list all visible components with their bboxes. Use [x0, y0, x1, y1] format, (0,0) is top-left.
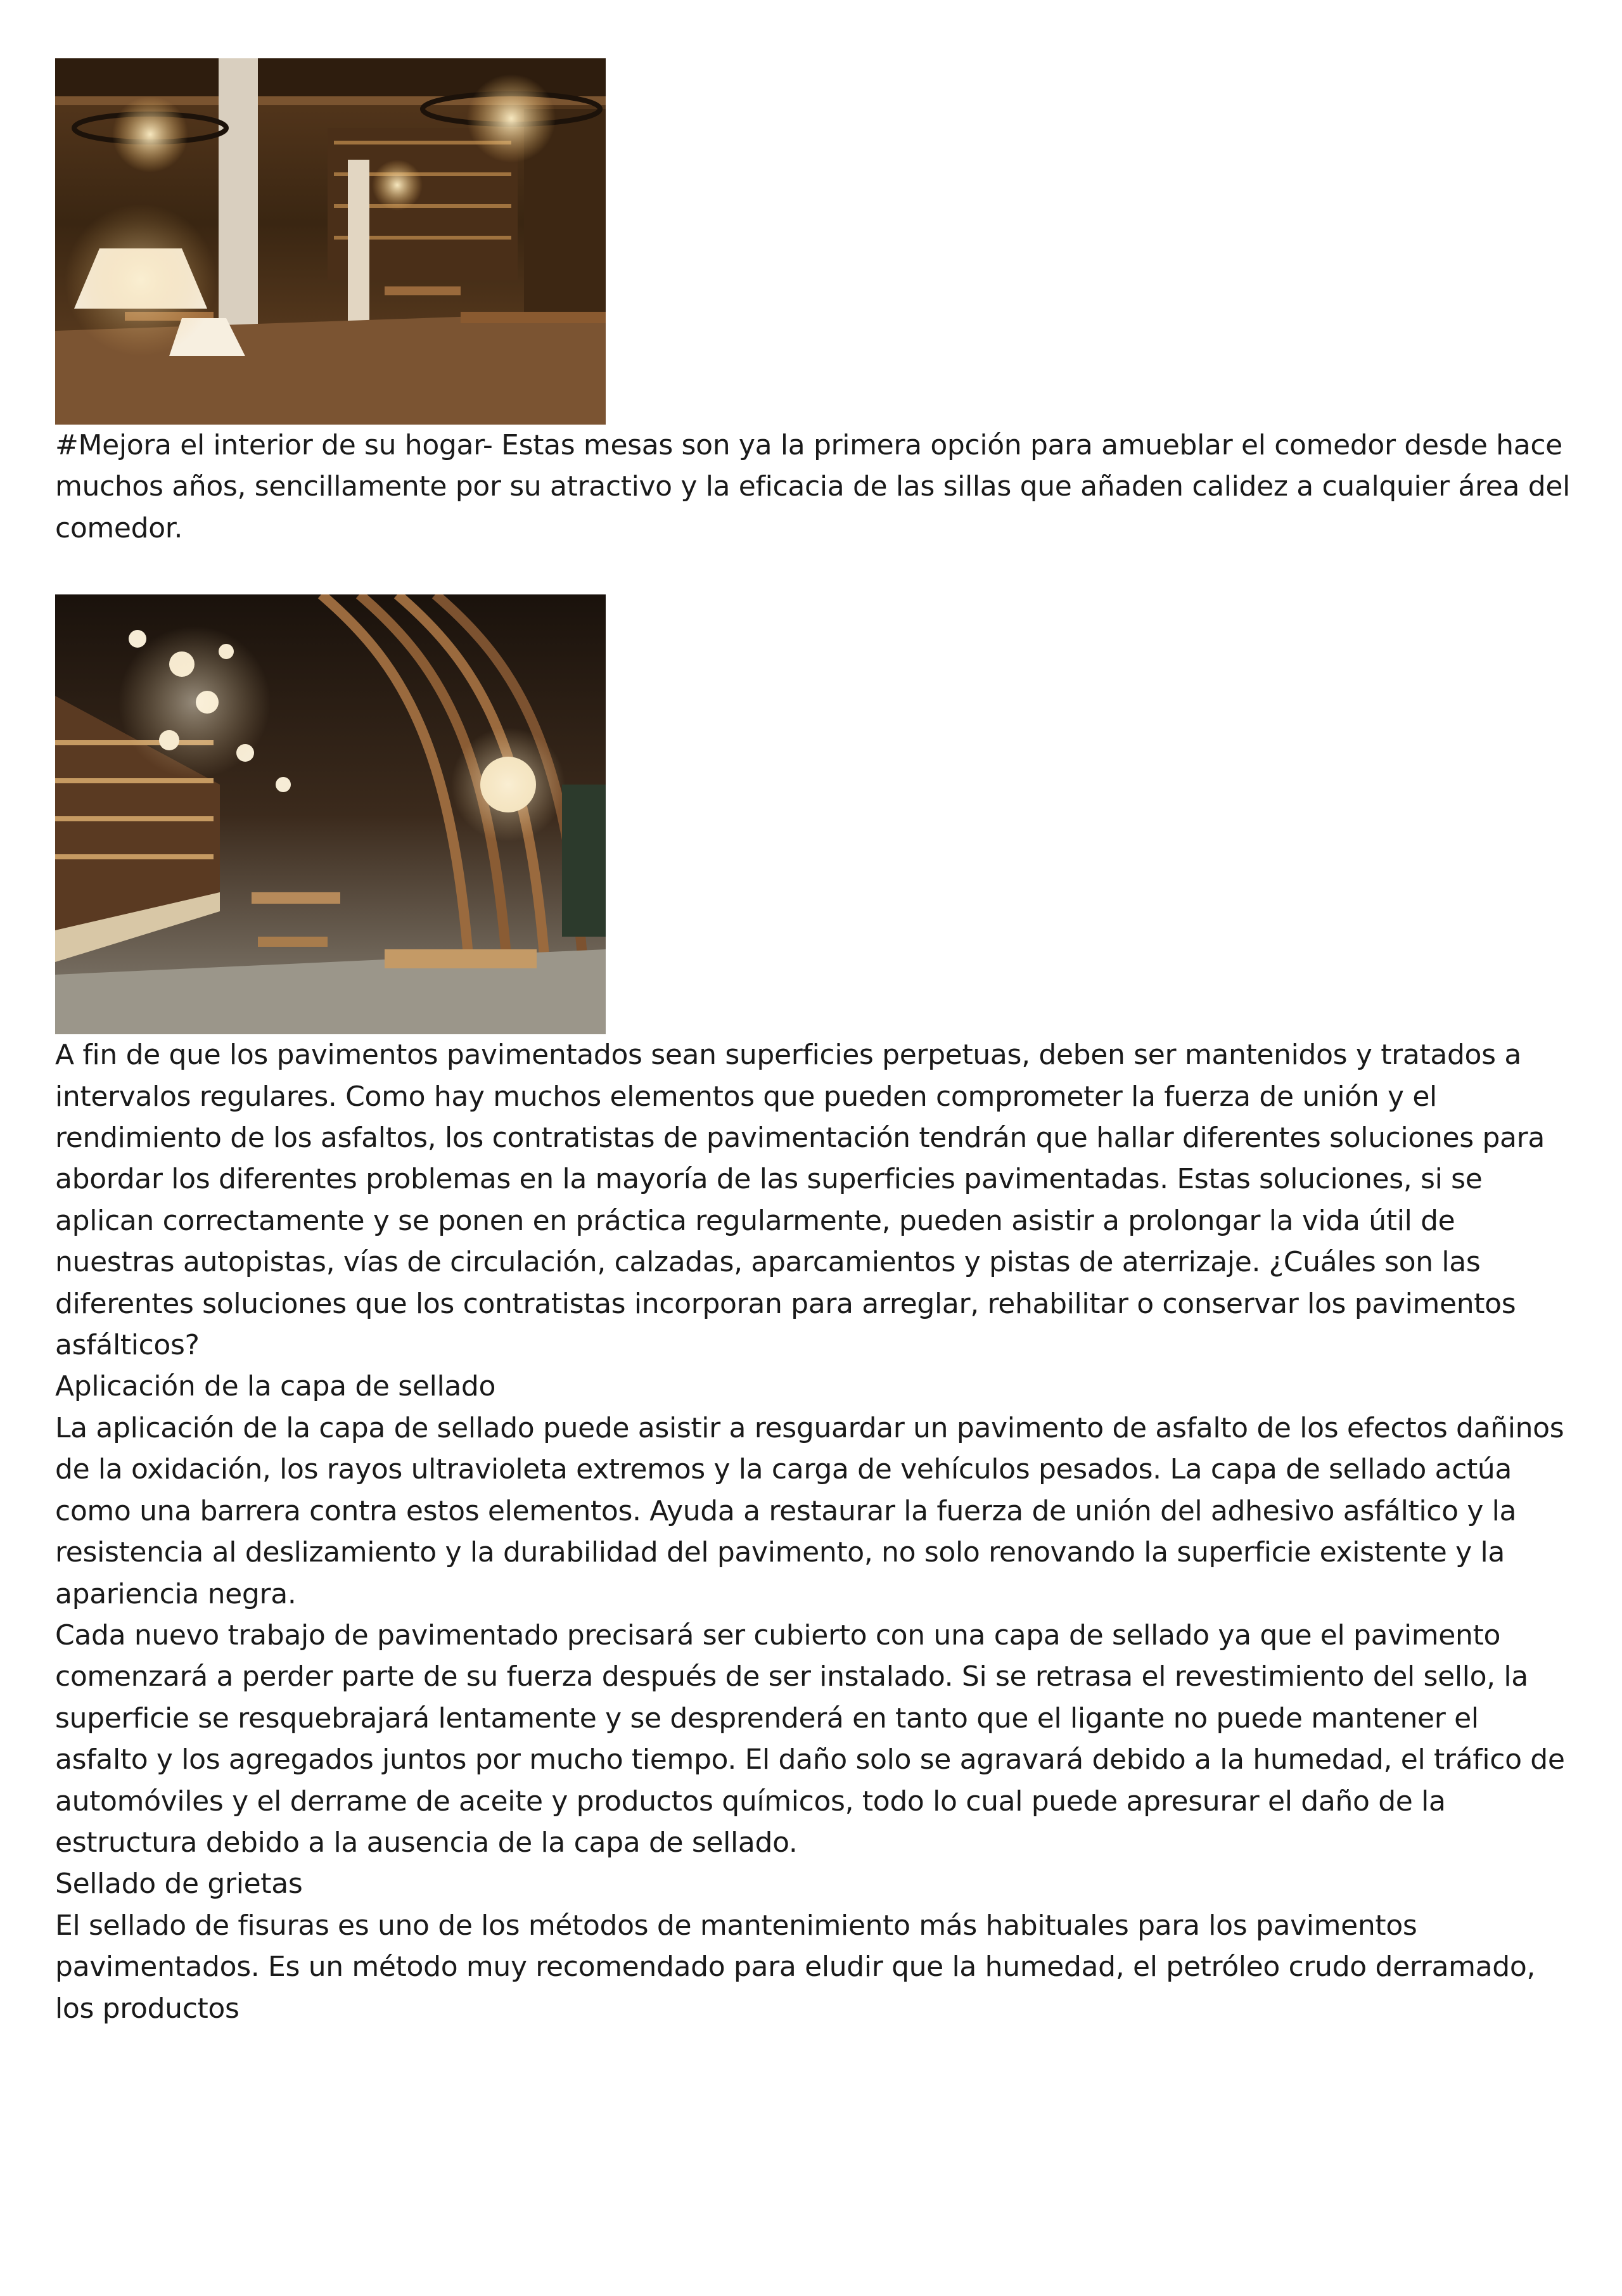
restaurant-interior-photo-1	[55, 58, 606, 425]
paragraph-sellado-grietas: El sellado de fisuras es uno de los métodos de mantenimiento más habituales para los pavimentos pavimentados. Es un método muy recomendado para eludir que la humedad, el petróleo crudo derramado, los productos	[55, 1909, 1536, 2025]
heading-capa-sellado: Aplicación de la capa de sellado	[55, 1370, 496, 1403]
restaurant-interior-photo-2	[55, 594, 606, 1034]
document-page	[55, 58, 1576, 2029]
restaurant-interior-image	[55, 594, 606, 1034]
paragraph-capa-sellado-2: Cada nuevo trabajo de pavimentado precisará ser cubierto con una capa de sellado ya que el pavimento comenzará a perder parte de su fuerza después de ser instalado. Si se retrasa el revestimiento del sello, la superficie se resquebrajará lentamente y se desprenderá en tanto que el ligante no puede mantener el asfalto y los agregados juntos por mucho tiempo. El daño solo se agravará debido a la humedad, el tráfico de automóviles y el derrame de aceite y productos químicos, todo lo cual puede apresurar el daño de la estructura debido a la ausencia de la capa de sellado.	[55, 1619, 1565, 1859]
paragraph-intro: #Mejora el interior de su hogar- Estas mesas son ya la primera opción para amueblar el comedor desde hace muchos años, sencillamente por su atractivo y la eficacia de las sillas que añaden calidez a cualquier área del comedor.	[55, 429, 1570, 544]
restaurant-interior-image	[55, 58, 606, 425]
paragraph-capa-sellado-1: La aplicación de la capa de sellado puede asistir a resguardar un pavimento de asfalto de los efectos dañinos de la oxidación, los rayos ultravioleta extremos y la carga de vehículos pesados. La capa de sellado actúa como una barrera contra estos elementos. Ayuda a restaurar la fuerza de unión del adhesivo asfáltico y la resistencia al deslizamiento y la durabilidad del pavimento, no solo renovando la superficie existente y la apariencia negra.	[55, 1411, 1564, 1610]
paragraph-pavimentos: A fin de que los pavimentos pavimentados sean superficies perpetuas, deben ser mantenidos y tratados a intervalos regulares. Como hay muchos elementos que pueden comprometer la fuerza de unión y el rendimiento de los asfaltos, los contratistas de pavimentación tendrán que hallar diferentes soluciones para abordar los diferentes problemas en la mayoría de las superficies pavimentadas. Estas soluciones, si se aplican correctamente y se ponen en práctica regularmente, pueden asistir a prolongar la vida útil de nuestras autopistas, vías de circulación, calzadas, aparcamientos y pistas de aterrizaje. ¿Cuáles son las diferentes soluciones que los contratistas incorporan para arreglar, rehabilitar o conservar los pavimentos asfálticos?	[55, 1039, 1545, 1362]
heading-sellado-grietas: Sellado de grietas	[55, 1868, 303, 1901]
